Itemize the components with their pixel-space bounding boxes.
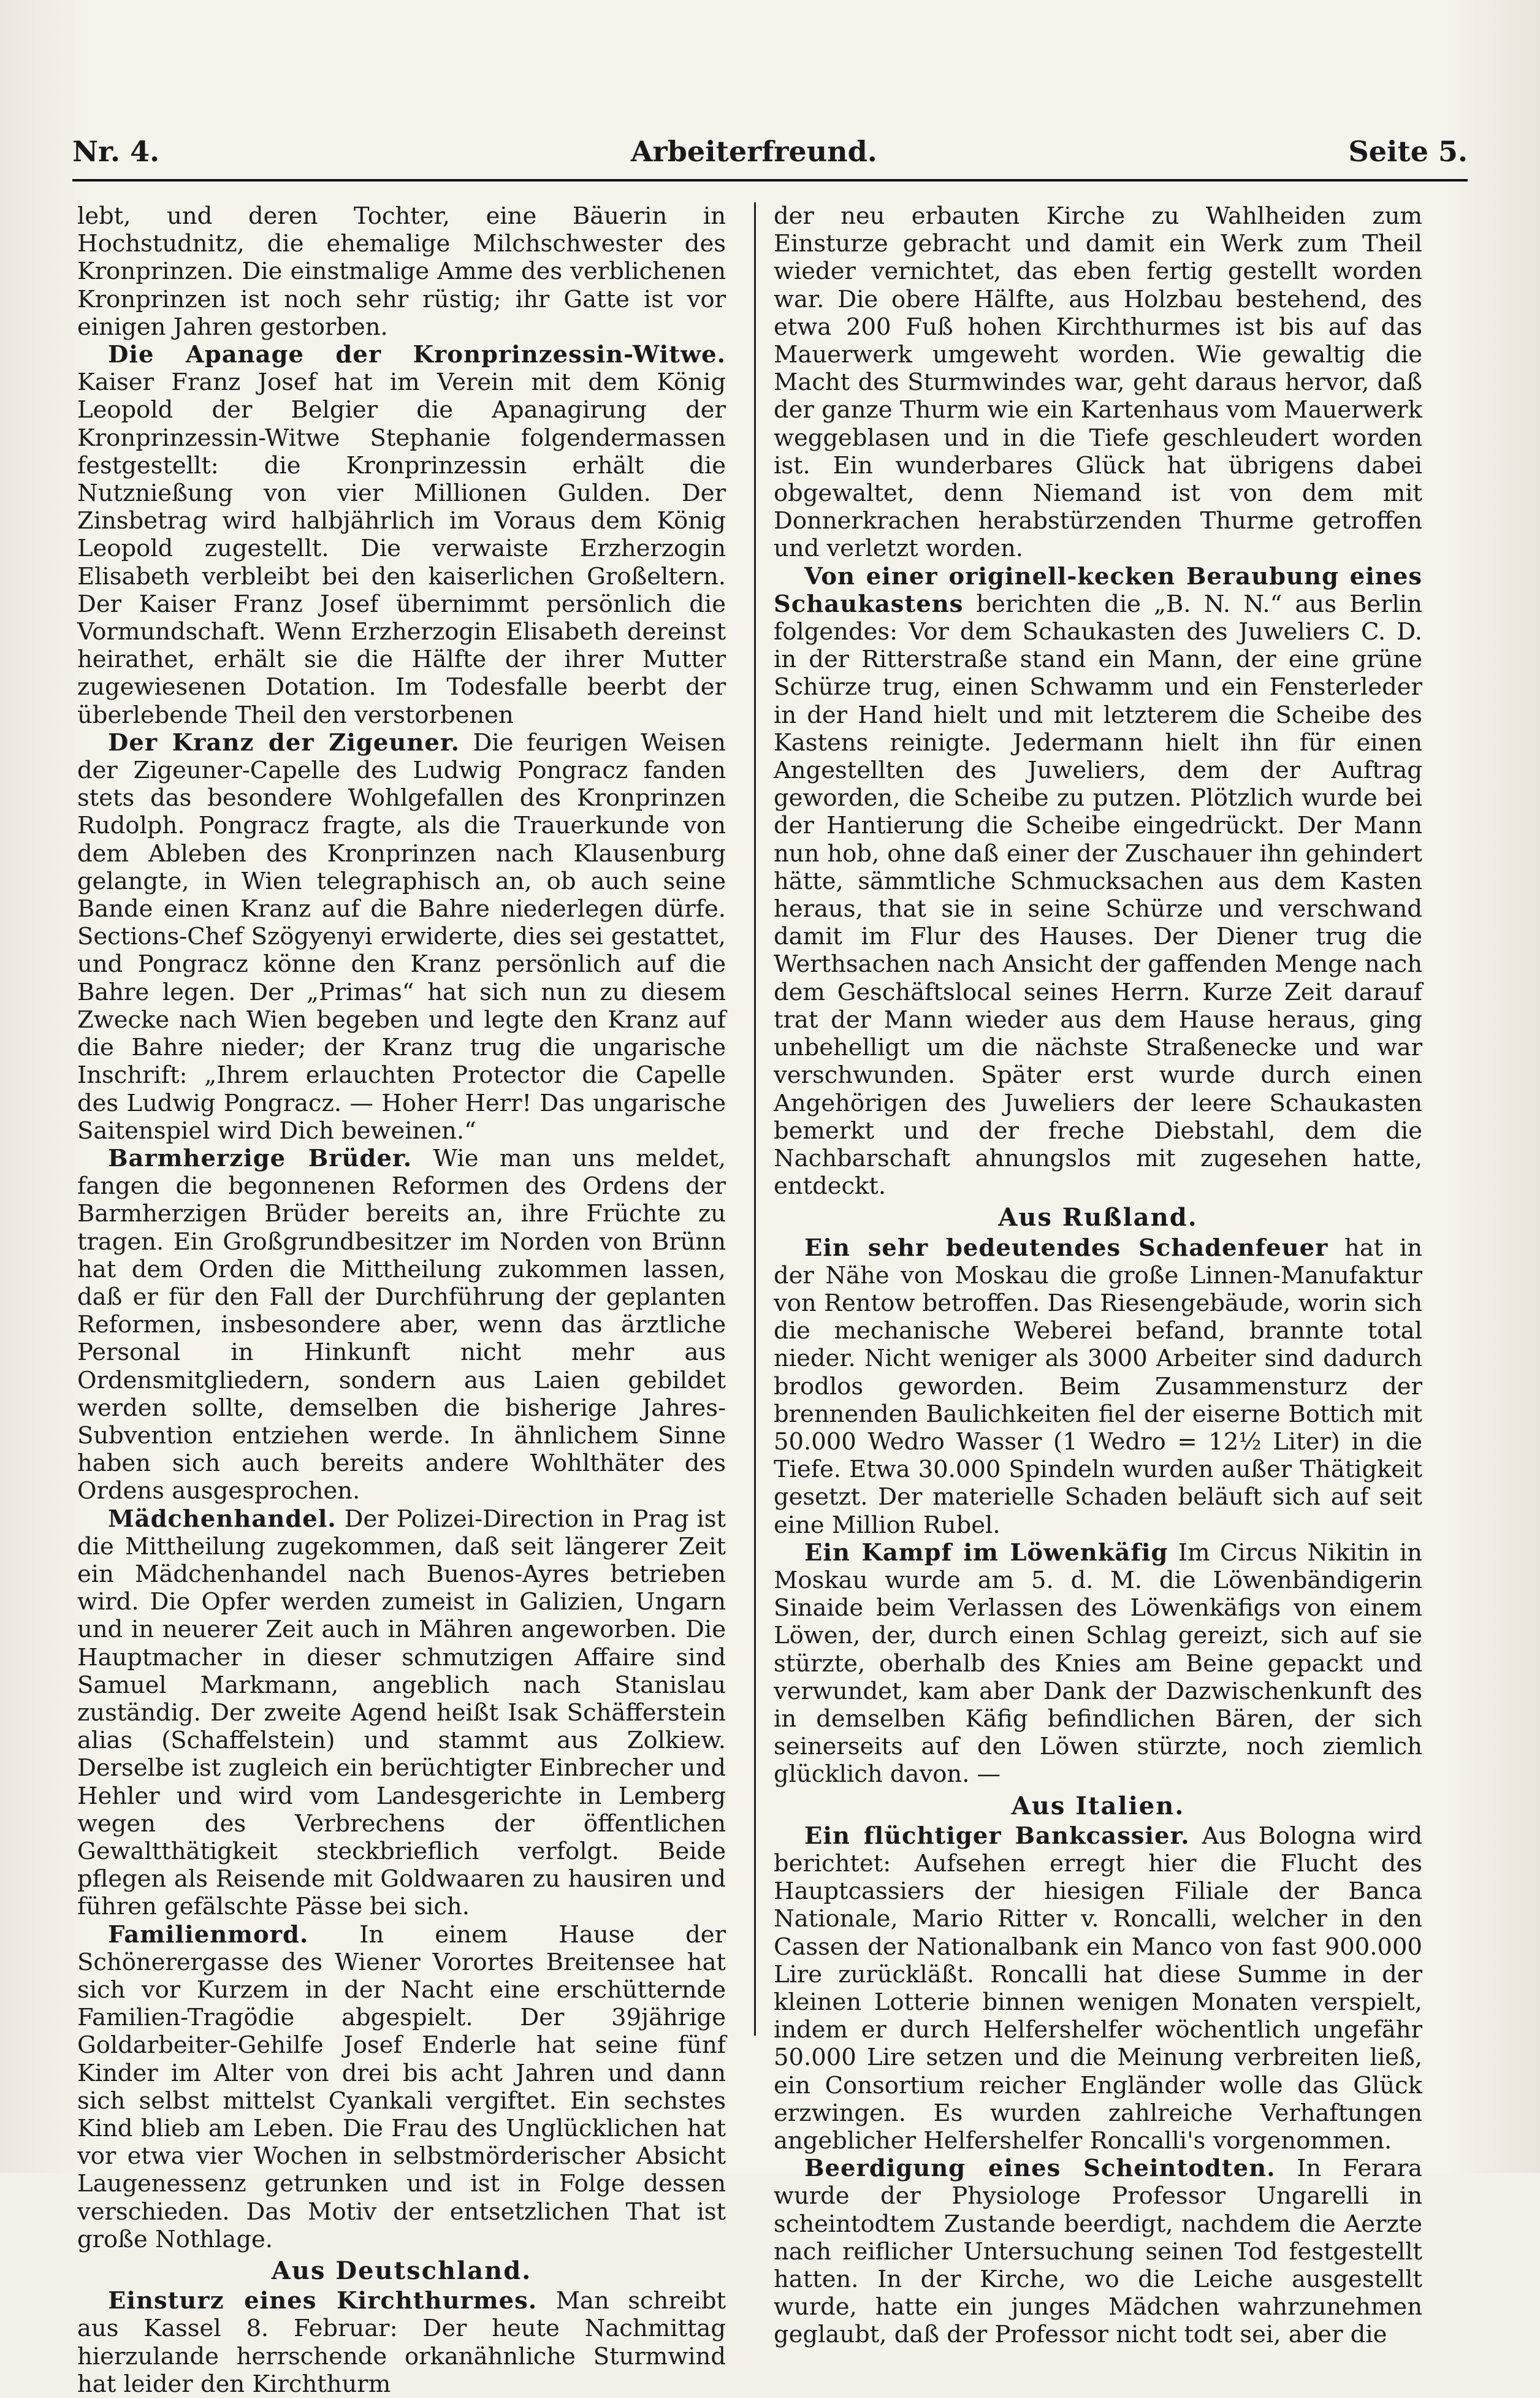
article-text: In Ferara wurde der Physiologe Professor Ungarelli in scheintodtem Zustande beerdigt, nachdem die Aerzte nach reiflicher Untersuchung seinen Tod festgestellt hatten. In der Kirche, wo die Leiche ausgestellt wurde, hatte ein junges Mädchen wahrzunehmen geglaubt, daß der Professor nicht todt sei, aber die [774, 2155, 1422, 2349]
issue-number: Nr. 4. [72, 135, 160, 168]
article [77, 1505, 726, 1921]
article-headline: Ein sehr bedeutendes Schadenfeuer [804, 1234, 1328, 1262]
article [774, 1234, 1422, 1539]
article-text: hat in der Nähe von Moskau die große Linnen-Manufaktur von Rentow betroffen. Das Riesengebäude, worin sich die mechanische Weberei befand, brannte total nieder. Nicht weniger als 3000 Arbeiter sind dadurch brodlos geworden. Beim Zusammensturz der brennenden Baulichkeiten fiel der eiserne Bottich mit 50.000 Wedro Wasser (1 Wedro = 12½ Liter) in die Tiefe. Etwa 30.000 Spindeln wurden außer Thätigkeit gesetzt. Der materielle Schaden beläuft sich auf seit eine Million Rubel. [774, 1234, 1422, 1539]
article [77, 1921, 726, 2253]
article-headline: Die Apanage der Kronprinzessin-Witwe. [108, 341, 726, 369]
masthead: Arbeiterfreund. [630, 135, 877, 168]
article-headline: Von einer originell-kecken Beraubung eines Schaukastens [774, 562, 1422, 618]
article-text: der neu erbauten Kirche zu Wahlheiden zum Einsturze gebracht und damit ein Werk zum Theil wieder vernichtet, das eben fertig gestellt worden war. Die obere Hälfte, aus Holzbau bestehend, des etwa 200 Fuß hohen Kirchthurmes ist bis auf das Mauerwerk umgeweht worden. Wie gewaltig die Macht des Sturmwindes war, geht daraus hervor, daß der ganze Thurm wie ein Kartenhaus vom Mauerwerk weggeblasen und in die Tiefe geschleudert worden ist. Ein wunderbares Glück hat übrigens dabei obgewaltet, denn Niemand ist von dem mit Donnerkrachen herabstürzenden Thurme getroffen und verletzt worden. [774, 202, 1422, 563]
column-divider [754, 202, 756, 2036]
article-text: berichten die „B. N. N.“ aus Berlin folgendes: Vor dem Schaukasten des Juweliers C. D. in der Ritterstraße stand ein Mann, der eine grüne Schürze trug, einen Schwamm und ein Fensterleder in der Hand hielt und mit letzterem die Scheibe des Kastens reinigte. Jedermann hielt ihn für einen Angestellten des Juweliers, dem der Auftrag geworden, die Scheibe zu putzen. Plötzlich wurde bei der Hantierung die Scheibe eingedrückt. Der Mann nun hob, ohne daß einer der Zuschauer ihn gehindert hätte, sämmtliche Schmucksachen aus dem Kasten heraus, that sie in seine Schürze und verschwand damit im Flur des Hauses. Der Diener trug die Werthsachen nach Ansicht der gaffenden Menge nach dem Geschäftslocal seines Herrn. Kurze Zeit darauf trat der Mann wieder aus dem Hause heraus, ging unbehelligt um die nächste Straßenecke und war verschwunden. Später erst wurde durch einen Angehörigen des Juweliers der leere Schaukasten bemerkt und der freche Diebstahl, dem die Nachbarschaft ahnungslos mit zugesehen hatte, entdeckt. [774, 590, 1422, 1201]
article [77, 1145, 726, 1505]
article [77, 341, 726, 729]
article [77, 729, 726, 1145]
article-text: In einem Hause der Schönerergasse des Wiener Vorortes Breitensee hat sich vor Kurzem in der Nacht eine erschütternde Familien-Tragödie abgespielt. Der 39jährige Goldarbeiter-Gehilfe Josef Enderle hat seine fünf Kinder im Alter von drei bis acht Jahren und dann sich selbst mittelst Cyankali vergiftet. Ein sechstes Kind blieb am Leben. Die Frau des Unglücklichen hat vor etwa vier Wochen in selbstmörderischer Absicht Laugenessenz getrunken und ist in Folge dessen verschieden. Das Motiv der entsetzlichen That ist große Nothlage. [77, 1920, 726, 2253]
article-text: Aus Bologna wird berichtet: Aufsehen erregt hier die Flucht des Hauptcassiers der hiesigen Filiale der Banca Nationale, Mario Ritter v. Roncalli, welcher in den Cassen der Nationalbank ein Manco von fast 900.000 Lire zurückläßt. Roncalli hat diese Summe in der kleinen Lotterie binnen wenigen Monaten verspielt, indem er durch Helfershelfer wöchentlich ungefähr 50.000 Lire setzen und die Meinung verbreiten ließ, ein Consortium reicher Engländer wolle das Glück erzwingen. Es wurden zahlreiche Verhaftungen angeblicher Helfershelfer Roncalli's vorgenommen. [774, 1822, 1422, 2155]
section-heading: Aus Italien. [1011, 1791, 1185, 1820]
article-text: Man schreibt aus Kassel 8. Februar: Der heute Nachmittag hierzulande herrschende orkanähnliche Sturmwind hat leider den Kirchthurm [77, 2287, 726, 2398]
page-number: Seite 5. [1348, 135, 1468, 168]
article-text: Der Polizei-Direction in Prag ist die Mittheilung zugekommen, daß seit längerer Zeit ein Mädchenhandel nach Buenos-Ayres betrieben wird. Die Opfer werden zumeist in Galizien, Ungarn und in neuerer Zeit auch in Mähren angeworben. Die Hauptmacher in dieser schmutzigen Affaire sind Samuel Markmann, angeblich nach Stanislau zuständig. Der zweite Agend heißt Isak Schäfferstein alias (Schaffelstein) und stammt aus Zolkiew. Derselbe ist zugleich ein berüchtigter Einbrecher und Hehler und wird vom Landesgerichte in Lemberg wegen des Verbrechens der öffentlichen Gewaltthätigkeit steckbrieflich verfolgt. Beide pflegen als Reisende mit Goldwaaren zu hausiren und führen gefälschte Pässe bei sich. [77, 1505, 726, 1921]
article-headline: Ein flüchtiger Bankcassier. [804, 1822, 1190, 1850]
article [774, 563, 1422, 1201]
article [774, 1539, 1422, 1789]
left-column [77, 202, 726, 2398]
article-text: Kaiser Franz Josef hat im Verein mit dem König Leopold der Belgier die Apanagirung der Kronprinzessin-Witwe Stephanie folgendermassen festgestellt: die Kronprinzessin erhält die Nutznießung von vier Millionen Gulden. Der Zinsbetrag wird halbjährlich im Voraus dem König Leopold zugestellt. Die verwaiste Erzherzogin Elisabeth verbleibt bei den kaiserlichen Großeltern. Der Kaiser Franz Josef übernimmt persönlich die Vormundschaft. Wenn Erzherzogin Elisabeth dereinst heirathet, erhält sie die Hälfte der ihrer Mutter zugewiesenen Dotation. Im Todesfalle beerbt der überlebende Theil den verstorbenen [77, 368, 726, 729]
article-headline: Familienmord. [108, 1920, 309, 1949]
article-text: Im Circus Nikitin in Moskau wurde am 5. d. M. die Löwenbändigerin Sinaide beim Verlassen des Löwenkäfigs von einem Löwen, der, durch einen Schlag gereizt, sich auf sie stürzte, oberhalb des Knies am Beine gepackt und verwundet, kam aber Dank der Dazwischenkunft des in demselben Käfig befindlichen Bären, der sich seinerseits auf den Löwen stürzte, noch ziemlich glücklich davon. — [774, 1538, 1422, 1789]
article [77, 2287, 726, 2398]
article [774, 1822, 1422, 2155]
article-headline: Barmherzige Brüder. [108, 1144, 413, 1172]
article-headline: Mädchenhandel. [108, 1505, 337, 1533]
section-heading: Aus Rußland. [998, 1203, 1198, 1232]
article-text: Wie man uns meldet, fangen die begonnenen Reformen des Ordens der Barmherzigen Brüder bereits an, ihre Früchte zu tragen. Ein Großgrundbesitzer im Norden von Brünn hat dem Orden die Mittheilung zukommen lassen, daß er für den Fall der Durchführung der geplanten Reformen, insbesondere aber, wenn das ärztliche Personal in Hinkunft nicht mehr aus Ordensmitgliedern, sondern aus Laien gebildet werden sollte, demselben die bisherige Jahres-Subvention entziehen werde. In ähnlichem Sinne haben sich auch bereits andere Wohlthäter des Ordens ausgesprochen. [77, 1144, 726, 1505]
article-headline: Der Kranz der Zigeuner. [108, 728, 460, 757]
section-heading: Aus Deutschland. [271, 2256, 532, 2286]
header-rule [72, 179, 1468, 181]
article-text: Die feurigen Weisen der Zigeuner-Capelle des Ludwig Pongracz fanden stets das besondere Wohlgefallen des Kronprinzen Rudolph. Pongracz fragte, als die Trauerkunde von dem Ableben des Kronprinzen nach Klausenburg gelangte, in Wien telegraphisch an, ob auch seine Bande einen Kranz auf die Bahre niederlegen dürfe. Sections-Chef Szögyenyi erwiderte, dies sei gestattet, und Pongracz könne den Kranz persönlich auf die Bahre legen. Der „Primas“ hat sich nun zu diesem Zwecke nach Wien begeben und legte den Kranz auf die Bahre nieder; der Kranz trug die ungarische Inschrift: „Ihrem erlauchten Protector die Capelle des Ludwig Pongracz. — Hoher Herr! Das ungarische Saitenspiel wird Dich beweinen.“ [77, 728, 726, 1145]
page-header [72, 130, 1468, 173]
article-headline: Einsturz eines Kirchthurmes. [108, 2287, 538, 2315]
article-text: lebt, und deren Tochter, eine Bäuerin in Hochstudnitz, die ehemalige Milchschwester des Kronprinzen. Die einstmalige Amme des verblichenen Kronprinzen ist noch sehr rüstig; ihr Gatte ist vor einigen Jahren gestorben. [77, 202, 726, 341]
article [774, 2155, 1422, 2348]
article-headline: Beerdigung eines Scheintodten. [804, 2155, 1276, 2183]
article-headline: Ein Kampf im Löwenkäfig [804, 1538, 1168, 1567]
right-column [774, 202, 1422, 2349]
